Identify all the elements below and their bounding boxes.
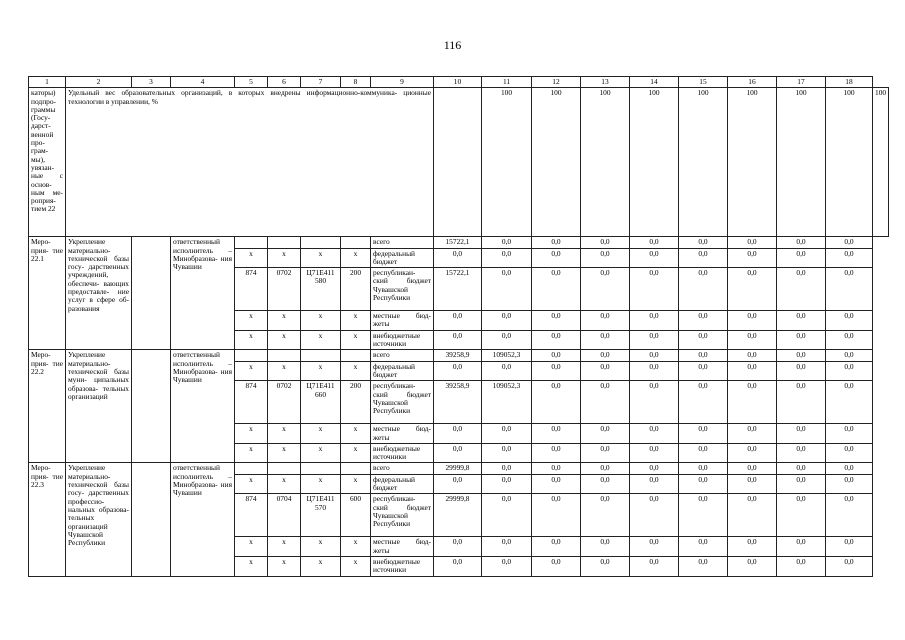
- funding-value: 0,0: [826, 463, 873, 474]
- column-number: 8: [341, 77, 371, 88]
- budget-code: х: [268, 474, 301, 494]
- funding-value: 0,0: [630, 311, 679, 331]
- funding-value: 0,0: [777, 463, 826, 474]
- funding-value: 0,0: [581, 311, 630, 331]
- indicator-label: каторы) подпро- граммы (Госу- дарст- венной про- грам- мы), увязан- ные с основ- ным ме- роприя- тием 22: [29, 88, 66, 237]
- funding-value: 0,0: [728, 237, 777, 248]
- funding-value: 0,0: [826, 474, 873, 494]
- funding-source: внебюджетные источники: [371, 330, 434, 350]
- funding-value: 0,0: [482, 424, 532, 444]
- measure-name: Укрепление материально- технической базы муни- ципальных образова- тельных организаций: [66, 350, 132, 463]
- funding-value: 109052,3: [482, 350, 532, 361]
- funding-value: 0,0: [826, 248, 873, 268]
- funding-source: республикан- ский бюджет Чувашской Республики: [371, 494, 434, 537]
- measure-code: Меро- прия- тие 22.3: [29, 463, 66, 576]
- budget-code: [341, 350, 371, 361]
- funding-value: 0,0: [630, 494, 679, 537]
- funding-value: 0,0: [630, 443, 679, 463]
- budget-code: х: [341, 248, 371, 268]
- funding-value: 0,0: [777, 494, 826, 537]
- budget-code: [268, 350, 301, 361]
- budget-code: [301, 350, 341, 361]
- funding-value: 0,0: [482, 556, 532, 576]
- funding-value: 0,0: [532, 361, 581, 381]
- budget-code: х: [301, 361, 341, 381]
- funding-value: 0,0: [581, 443, 630, 463]
- funding-value: 0,0: [777, 268, 826, 311]
- measure-empty: [132, 463, 171, 576]
- indicator-value: 100: [777, 88, 826, 237]
- funding-value: 0,0: [777, 361, 826, 381]
- funding-value: 0,0: [434, 248, 482, 268]
- funding-value: 0,0: [532, 248, 581, 268]
- budget-code: х: [235, 330, 268, 350]
- funding-value: 0,0: [728, 494, 777, 537]
- funding-value: 0,0: [728, 424, 777, 444]
- budget-code: х: [301, 248, 341, 268]
- funding-value: 0,0: [581, 556, 630, 576]
- funding-value: 0,0: [581, 350, 630, 361]
- measure-code: Меро- прия- тие 22.1: [29, 237, 66, 350]
- budget-code: 874: [235, 494, 268, 537]
- budget-code: х: [341, 556, 371, 576]
- column-number: 11: [482, 77, 532, 88]
- funding-value: 0,0: [630, 474, 679, 494]
- funding-value: 0,0: [434, 556, 482, 576]
- budget-code: 0702: [268, 268, 301, 311]
- budget-code: х: [268, 424, 301, 444]
- budget-code: [235, 463, 268, 474]
- funding-value: 0,0: [826, 381, 873, 424]
- budget-code: х: [301, 556, 341, 576]
- budget-code: х: [235, 556, 268, 576]
- budget-code: х: [268, 311, 301, 331]
- budget-code: х: [235, 424, 268, 444]
- funding-source: федеральный бюджет: [371, 248, 434, 268]
- funding-value: 0,0: [630, 350, 679, 361]
- funding-value: 0,0: [532, 424, 581, 444]
- budget-code: 0704: [268, 494, 301, 537]
- funding-value: 0,0: [679, 537, 728, 557]
- funding-value: 0,0: [679, 248, 728, 268]
- funding-value: 0,0: [679, 330, 728, 350]
- funding-value: 0,0: [777, 443, 826, 463]
- funding-value: 0,0: [434, 311, 482, 331]
- indicator-value: 100: [728, 88, 777, 237]
- funding-value: 0,0: [679, 556, 728, 576]
- budget-code: [268, 463, 301, 474]
- funding-value: 0,0: [728, 248, 777, 268]
- indicator-text: Удельный вес образовательных организаций, в которых внедрены информационно-коммуника- ционные технологии в управлении, %: [66, 88, 434, 237]
- column-number: 16: [728, 77, 777, 88]
- funding-value: 0,0: [777, 381, 826, 424]
- budget-code: х: [341, 537, 371, 557]
- column-number: 4: [171, 77, 235, 88]
- funding-value: 0,0: [532, 268, 581, 311]
- funding-value: 0,0: [728, 361, 777, 381]
- funding-value: 0,0: [777, 350, 826, 361]
- funding-value: 0,0: [581, 424, 630, 444]
- budget-code: х: [341, 424, 371, 444]
- funding-source: федеральный бюджет: [371, 474, 434, 494]
- budget-code: х: [341, 311, 371, 331]
- funding-source: всего: [371, 237, 434, 248]
- funding-value: 0,0: [630, 248, 679, 268]
- funding-value: 0,0: [532, 237, 581, 248]
- funding-value: 0,0: [826, 443, 873, 463]
- indicator-value: 100: [873, 88, 889, 237]
- funding-value: 0,0: [630, 463, 679, 474]
- funding-value: 0,0: [482, 361, 532, 381]
- budget-code: 874: [235, 268, 268, 311]
- budget-code: [341, 237, 371, 248]
- funding-value: 0,0: [482, 537, 532, 557]
- budget-code: Ц71Е411 570: [301, 494, 341, 537]
- funding-value: 0,0: [482, 237, 532, 248]
- budget-code: 874: [235, 381, 268, 424]
- budget-code: [301, 237, 341, 248]
- measure-executor: ответственный исполнитель – Минобразова- ния Чувашии: [171, 237, 235, 350]
- funding-value: 0,0: [679, 381, 728, 424]
- funding-value: 0,0: [777, 556, 826, 576]
- budget-code: 0702: [268, 381, 301, 424]
- budget-code: Ц71Е411 660: [301, 381, 341, 424]
- funding-value: 0,0: [728, 268, 777, 311]
- funding-value: 0,0: [777, 424, 826, 444]
- budget-code: х: [235, 474, 268, 494]
- measure-empty: [132, 350, 171, 463]
- funding-value: 0,0: [532, 330, 581, 350]
- indicator-value: 100: [482, 88, 532, 237]
- budget-code: х: [341, 443, 371, 463]
- indicator-value: 100: [630, 88, 679, 237]
- column-number: 2: [66, 77, 132, 88]
- funding-value: 0,0: [581, 268, 630, 311]
- funding-value: 29999,8: [434, 494, 482, 537]
- funding-value: 0,0: [532, 350, 581, 361]
- funding-value: 0,0: [826, 350, 873, 361]
- funding-value: 0,0: [532, 537, 581, 557]
- budget-code: х: [235, 443, 268, 463]
- funding-value: 0,0: [532, 474, 581, 494]
- column-number: 12: [532, 77, 581, 88]
- funding-source: всего: [371, 463, 434, 474]
- funding-value: 0,0: [581, 237, 630, 248]
- column-number: 10: [434, 77, 482, 88]
- funding-value: 0,0: [581, 330, 630, 350]
- funding-value: 0,0: [728, 381, 777, 424]
- funding-value: 0,0: [679, 268, 728, 311]
- column-number-row: [29, 77, 889, 88]
- funding-value: 0,0: [826, 424, 873, 444]
- funding-source: республикан- ский бюджет Чувашской Республики: [371, 381, 434, 424]
- funding-value: 0,0: [826, 537, 873, 557]
- budget-code: х: [235, 537, 268, 557]
- funding-value: 0,0: [482, 330, 532, 350]
- funding-value: 0,0: [777, 537, 826, 557]
- funding-value: 0,0: [434, 474, 482, 494]
- column-number: 5: [235, 77, 268, 88]
- funding-value: 0,0: [728, 311, 777, 331]
- funding-value: 0,0: [482, 474, 532, 494]
- column-number: 15: [679, 77, 728, 88]
- funding-value: 0,0: [826, 330, 873, 350]
- funding-value: 0,0: [581, 537, 630, 557]
- budget-code: [301, 463, 341, 474]
- indicator-value: 100: [581, 88, 630, 237]
- measure-executor: ответственный исполнитель – Минобразова- ния Чувашии: [171, 350, 235, 463]
- budget-code: [341, 463, 371, 474]
- column-number: 9: [371, 77, 434, 88]
- program-table: [28, 76, 889, 577]
- table-row: [29, 350, 889, 361]
- budget-code: 200: [341, 268, 371, 311]
- funding-value: 0,0: [826, 361, 873, 381]
- measure-name: Укрепление материально- технической базы госу- дарственных профессио- нальных образова- тельных организаций Чувашской Республики: [66, 463, 132, 576]
- funding-value: 0,0: [532, 556, 581, 576]
- budget-code: 200: [341, 381, 371, 424]
- budget-code: х: [301, 311, 341, 331]
- funding-value: 0,0: [532, 463, 581, 474]
- funding-value: 0,0: [679, 237, 728, 248]
- funding-value: 0,0: [434, 424, 482, 444]
- funding-source: федеральный бюджет: [371, 361, 434, 381]
- funding-source: местные бюд- жеты: [371, 311, 434, 331]
- funding-value: 0,0: [826, 311, 873, 331]
- funding-value: 0,0: [826, 268, 873, 311]
- funding-value: 0,0: [434, 361, 482, 381]
- funding-value: 0,0: [728, 537, 777, 557]
- budget-code: х: [235, 361, 268, 381]
- measure-code: Меро- прия- тие 22.2: [29, 350, 66, 463]
- column-number: 6: [268, 77, 301, 88]
- budget-code: х: [341, 330, 371, 350]
- funding-value: 0,0: [630, 424, 679, 444]
- funding-value: 0,0: [728, 350, 777, 361]
- funding-value: 0,0: [826, 237, 873, 248]
- budget-code: Ц71Е411 580: [301, 268, 341, 311]
- funding-value: 0,0: [630, 361, 679, 381]
- funding-value: 0,0: [581, 463, 630, 474]
- budget-code: х: [268, 330, 301, 350]
- funding-value: 0,0: [777, 248, 826, 268]
- indicator-empty: [434, 88, 482, 237]
- measure-name: Укрепление материально- технической базы госу- дарственных учреждений, обеспечи- вающих предоставле- ние услуг в сфере об- разования: [66, 237, 132, 350]
- funding-value: 0,0: [482, 248, 532, 268]
- budget-code: х: [268, 361, 301, 381]
- funding-value: 39258,9: [434, 350, 482, 361]
- funding-value: 0,0: [679, 494, 728, 537]
- funding-value: 15722,1: [434, 268, 482, 311]
- funding-value: 0,0: [679, 311, 728, 331]
- funding-value: 0,0: [728, 556, 777, 576]
- funding-value: 0,0: [777, 237, 826, 248]
- indicator-value: 100: [532, 88, 581, 237]
- funding-value: 0,0: [532, 381, 581, 424]
- funding-value: 0,0: [679, 424, 728, 444]
- budget-code: х: [235, 248, 268, 268]
- funding-value: 0,0: [581, 381, 630, 424]
- column-number: 13: [581, 77, 630, 88]
- funding-value: 0,0: [630, 537, 679, 557]
- funding-value: 0,0: [482, 463, 532, 474]
- budget-code: х: [268, 443, 301, 463]
- funding-value: 39258,9: [434, 381, 482, 424]
- funding-value: 0,0: [630, 381, 679, 424]
- column-number: 14: [630, 77, 679, 88]
- measure-executor: ответственный исполнитель – Минобразова- ния Чувашии: [171, 463, 235, 576]
- funding-value: 0,0: [482, 311, 532, 331]
- funding-value: 0,0: [434, 330, 482, 350]
- funding-value: 29999,8: [434, 463, 482, 474]
- funding-value: 0,0: [679, 463, 728, 474]
- budget-code: х: [301, 330, 341, 350]
- budget-code: х: [341, 361, 371, 381]
- funding-value: 0,0: [679, 474, 728, 494]
- budget-code: х: [268, 248, 301, 268]
- funding-value: 0,0: [826, 556, 873, 576]
- budget-code: 600: [341, 494, 371, 537]
- funding-value: 0,0: [532, 311, 581, 331]
- funding-value: 0,0: [777, 311, 826, 331]
- funding-value: 0,0: [630, 556, 679, 576]
- budget-code: х: [301, 443, 341, 463]
- budget-code: х: [268, 537, 301, 557]
- budget-code: х: [235, 311, 268, 331]
- budget-code: х: [301, 474, 341, 494]
- funding-value: 0,0: [728, 330, 777, 350]
- funding-value: 0,0: [777, 474, 826, 494]
- budget-code: [268, 237, 301, 248]
- column-number: 3: [132, 77, 171, 88]
- column-number: 17: [777, 77, 826, 88]
- funding-value: 0,0: [630, 330, 679, 350]
- funding-value: 15722,1: [434, 237, 482, 248]
- funding-source: республикан- ский бюджет Чувашской Республики: [371, 268, 434, 311]
- funding-value: 0,0: [581, 248, 630, 268]
- funding-value: 0,0: [581, 474, 630, 494]
- funding-value: 0,0: [728, 474, 777, 494]
- table-row: [29, 237, 889, 248]
- funding-value: 0,0: [679, 361, 728, 381]
- funding-value: 0,0: [581, 361, 630, 381]
- funding-value: 0,0: [826, 494, 873, 537]
- funding-source: местные бюд- жеты: [371, 537, 434, 557]
- funding-value: 0,0: [581, 494, 630, 537]
- table-row: [29, 463, 889, 474]
- funding-value: 0,0: [482, 443, 532, 463]
- column-number: 7: [301, 77, 341, 88]
- funding-value: 0,0: [728, 463, 777, 474]
- funding-value: 109052,3: [482, 381, 532, 424]
- funding-source: всего: [371, 350, 434, 361]
- budget-code: х: [341, 474, 371, 494]
- funding-value: 0,0: [482, 268, 532, 311]
- funding-value: 0,0: [679, 443, 728, 463]
- funding-value: 0,0: [434, 537, 482, 557]
- indicator-row: [29, 88, 889, 237]
- funding-source: местные бюд- жеты: [371, 424, 434, 444]
- budget-code: х: [301, 424, 341, 444]
- funding-value: 0,0: [532, 494, 581, 537]
- column-number: 1: [29, 77, 66, 88]
- funding-value: 0,0: [728, 443, 777, 463]
- column-number: 18: [826, 77, 873, 88]
- page-number: 116: [443, 38, 462, 52]
- funding-value: 0,0: [777, 330, 826, 350]
- budget-code: х: [301, 537, 341, 557]
- budget-code: х: [268, 556, 301, 576]
- funding-value: 0,0: [630, 268, 679, 311]
- measure-empty: [132, 237, 171, 350]
- budget-code: [235, 237, 268, 248]
- funding-source: внебюджетные источники: [371, 556, 434, 576]
- funding-source: внебюджетные источники: [371, 443, 434, 463]
- funding-value: 0,0: [679, 350, 728, 361]
- indicator-value: 100: [679, 88, 728, 237]
- funding-value: 0,0: [630, 237, 679, 248]
- budget-code: [235, 350, 268, 361]
- funding-value: 0,0: [434, 443, 482, 463]
- funding-value: 0,0: [482, 494, 532, 537]
- indicator-value: 100: [826, 88, 873, 237]
- funding-value: 0,0: [532, 443, 581, 463]
